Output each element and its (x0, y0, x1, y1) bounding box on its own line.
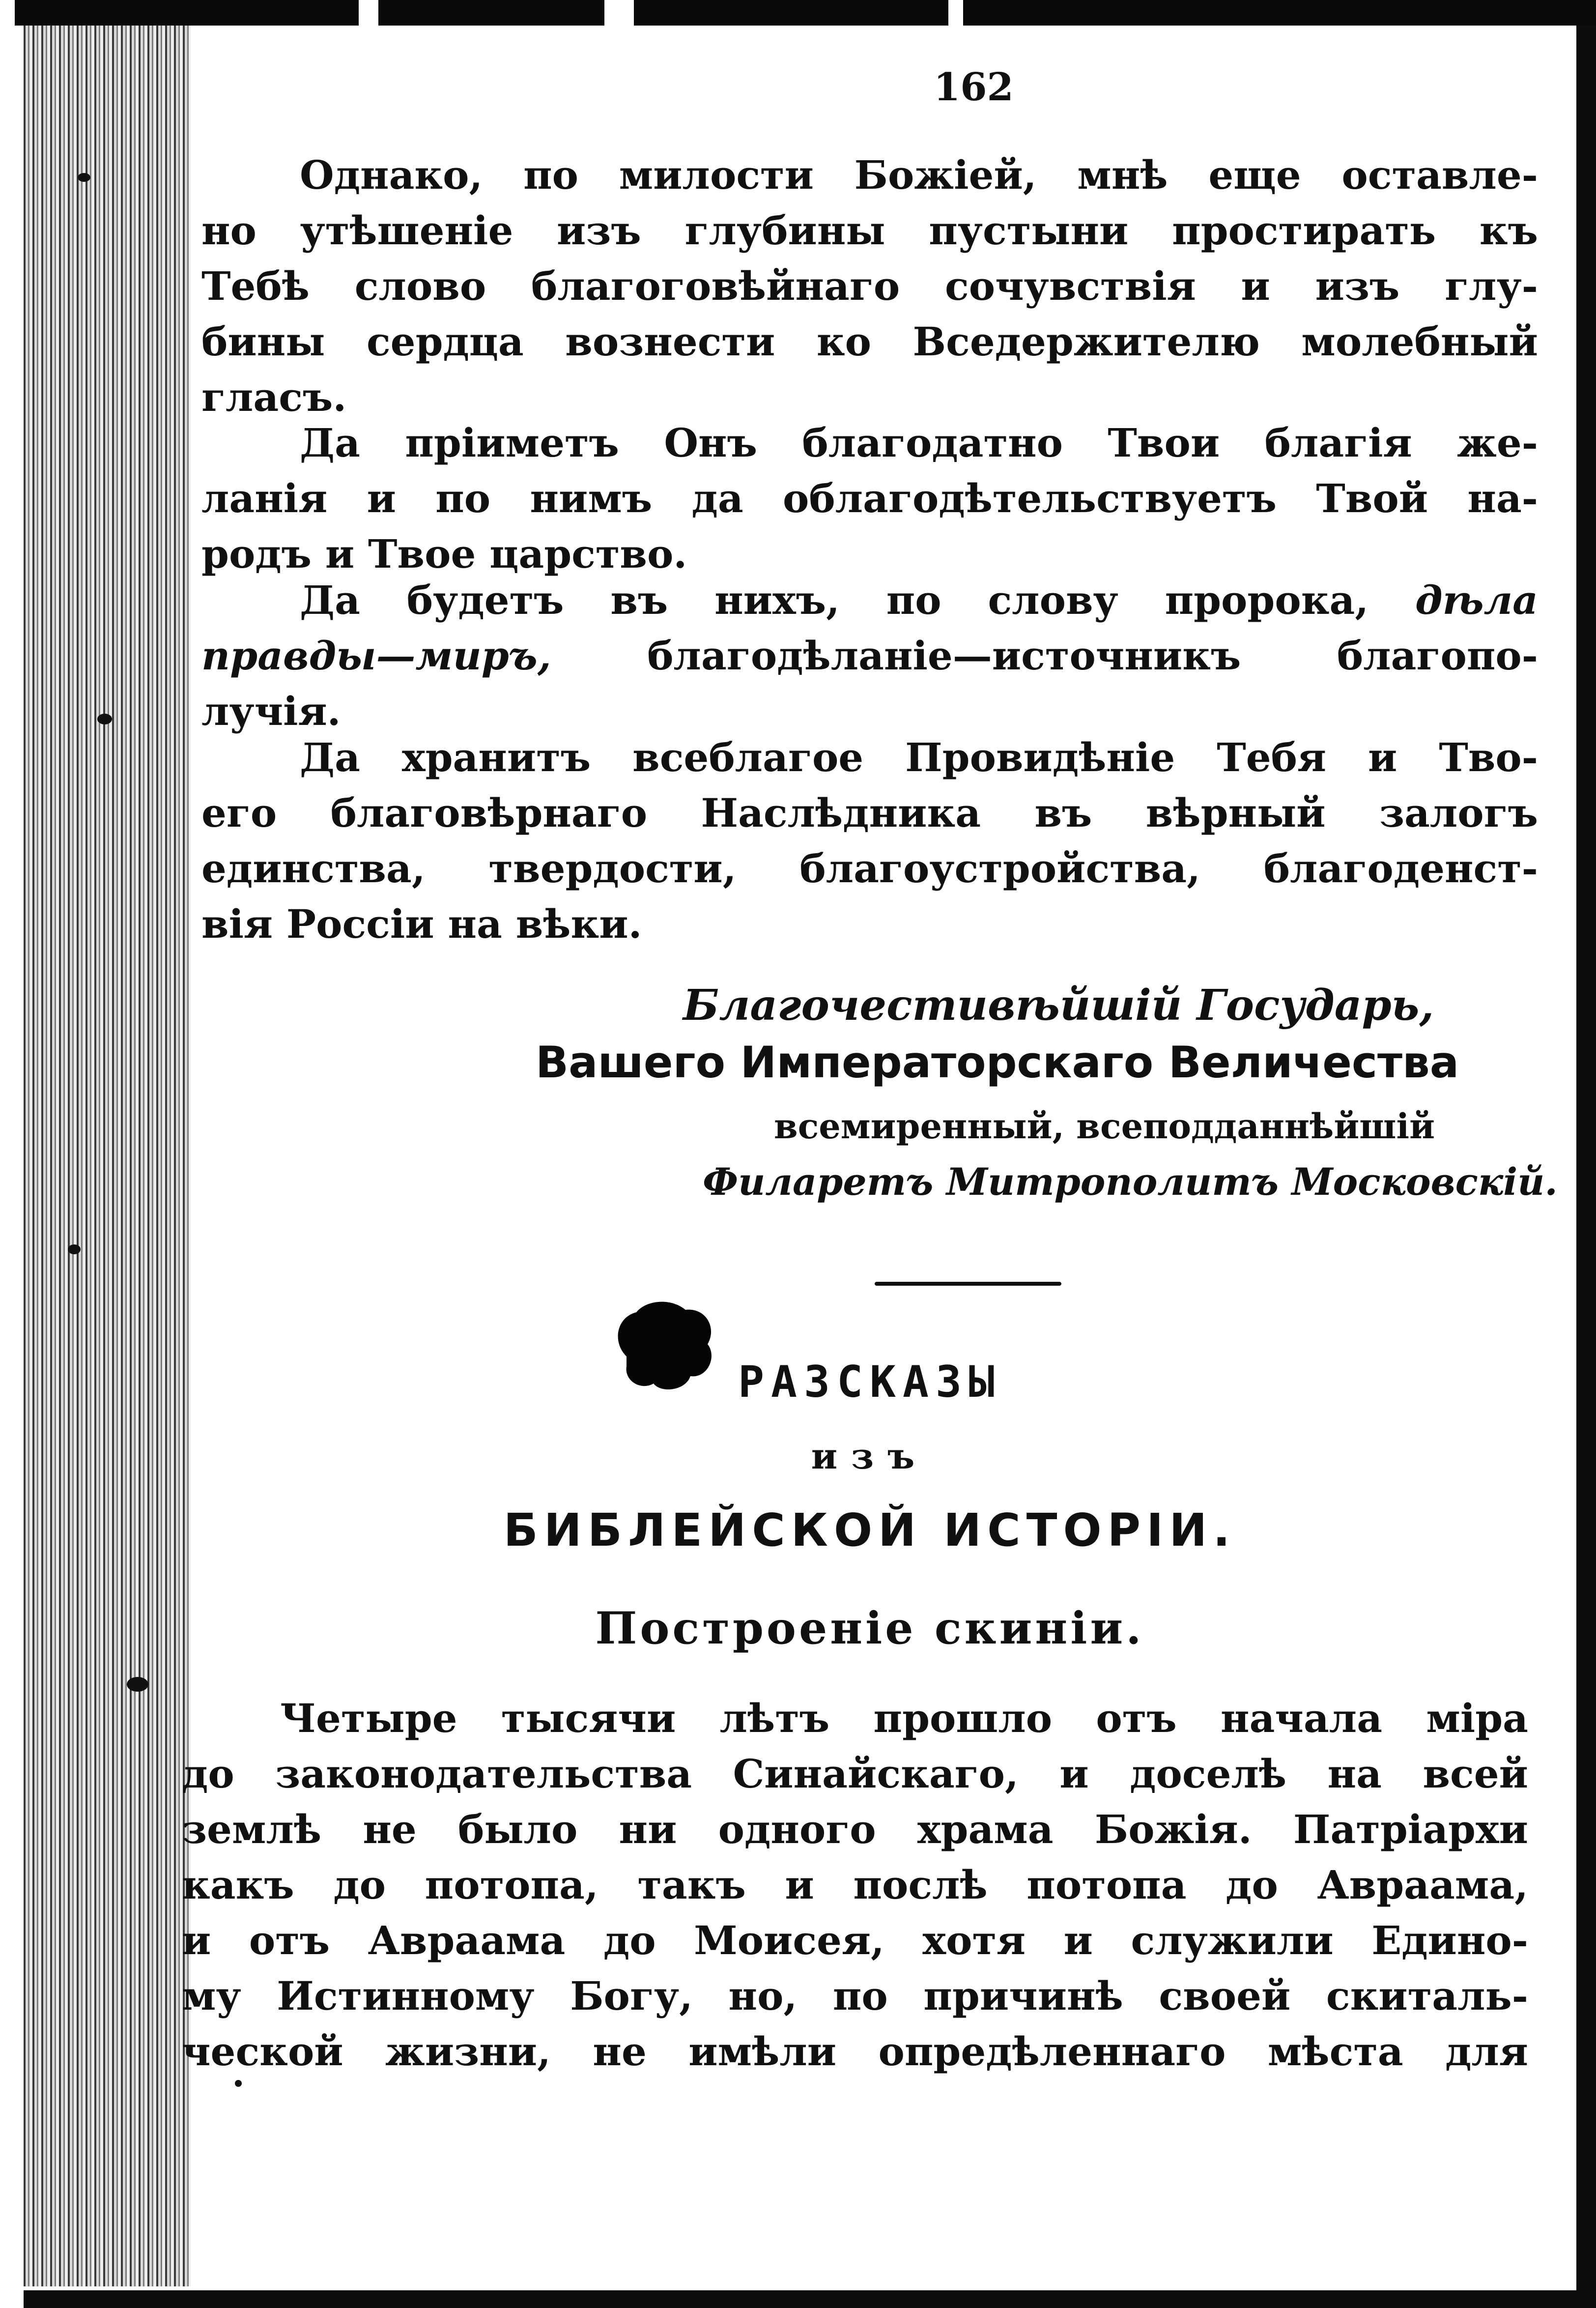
signature-majesty: Вашего Императорскаго Величества (536, 1037, 1459, 1088)
letter-paragraph-3 (201, 573, 1538, 739)
text-line: лучія. (201, 688, 341, 734)
text-run: Да будетъ въ нихъ, по слову пророка, (300, 577, 1369, 623)
text-line: и отъ Авраама до Моисея, хотя и служили Едино- (182, 1917, 1528, 1963)
page-number: 162 (934, 65, 1014, 110)
section-divider (875, 1282, 1061, 1286)
text-line (201, 573, 1538, 628)
scan-right-border (1576, 26, 1596, 2308)
letter-paragraph-1 (201, 147, 1538, 425)
text-line: Тебѣ слово благоговѣйнаго сочувствія и изъ глу- (201, 263, 1538, 309)
ink-speck (97, 714, 112, 724)
letter-paragraph-2 (201, 415, 1538, 582)
text-line: но утѣшеніе изъ глубины пустыни простирать къ (201, 207, 1538, 254)
letter-paragraph-4 (201, 730, 1538, 952)
text-line: вія Россіи на вѣки. (201, 901, 642, 947)
signature-subject: всемиренный, всеподданнѣйшій (774, 1106, 1435, 1147)
section-title-ornate: РАЗСКАЗЫ (738, 1356, 1001, 1407)
scan-left-margin (0, 0, 24, 2308)
text-line: какъ до потопа, такъ и послѣ потопа до Авраама, (182, 1862, 1528, 1908)
quotation-italic: правды—миръ, (201, 633, 551, 679)
section-subtitle: Построеніе скиніи. (595, 1602, 1144, 1654)
text-line: Да хранитъ всеблагое Провидѣніе Тебя и Тво- (300, 734, 1538, 780)
signature-signer: Филаретъ Митрополитъ Московскій. (703, 1160, 1558, 1204)
text-line: Четыре тысячи лѣтъ прошло отъ начала міра (280, 1695, 1528, 1741)
text-line: родъ и Твое царство. (201, 531, 687, 577)
text-run: благодѣланіе—источникъ благопо- (647, 633, 1538, 679)
text-line: до законодательства Синайскаго, и доселѣ на всей (182, 1751, 1528, 1797)
text-line: му Истинному Богу, но, по причинѣ своей скиталь- (182, 1973, 1528, 2019)
text-line: ческой жизни, не имѣли опредѣленнаго мѣста для (182, 2028, 1528, 2075)
scan-top-border (15, 0, 1596, 26)
quotation-italic: дѣла (1415, 577, 1538, 623)
text-line: Однако, по милости Божіей, мнѣ еще оставле- (300, 152, 1538, 198)
text-line: гласъ. (201, 374, 347, 420)
ink-speck (78, 173, 90, 182)
section-title-main: БИБЛЕЙСКОЙ ИСТОРІИ. (503, 1504, 1236, 1557)
book-page-edges (24, 26, 191, 2286)
section-body (182, 1691, 1528, 2079)
text-line: его благовѣрнаго Наслѣдника въ вѣрный залогъ (201, 790, 1538, 836)
scan-bottom-border (24, 2290, 1596, 2308)
text-line: землѣ не было ни одного храма Божія. Патріархи (182, 1806, 1528, 1852)
text-line (201, 628, 1538, 684)
section-title-connector: изъ (811, 1435, 929, 1477)
ink-speck (127, 1677, 148, 1692)
signature-salutation: Благочестивѣйшій Государь, (683, 981, 1434, 1030)
text-line: Да пріиметъ Онъ благодатно Твои благія же- (300, 420, 1538, 466)
text-line: единства, твердости, благоустройства, благоденст- (201, 845, 1538, 892)
text-line: ланія и по нимъ да облагодѣтельствуетъ Твой на- (201, 475, 1538, 521)
text-line: бины сердца вознести ко Вседержителю молебный (201, 318, 1538, 365)
ink-speck (68, 1244, 81, 1254)
